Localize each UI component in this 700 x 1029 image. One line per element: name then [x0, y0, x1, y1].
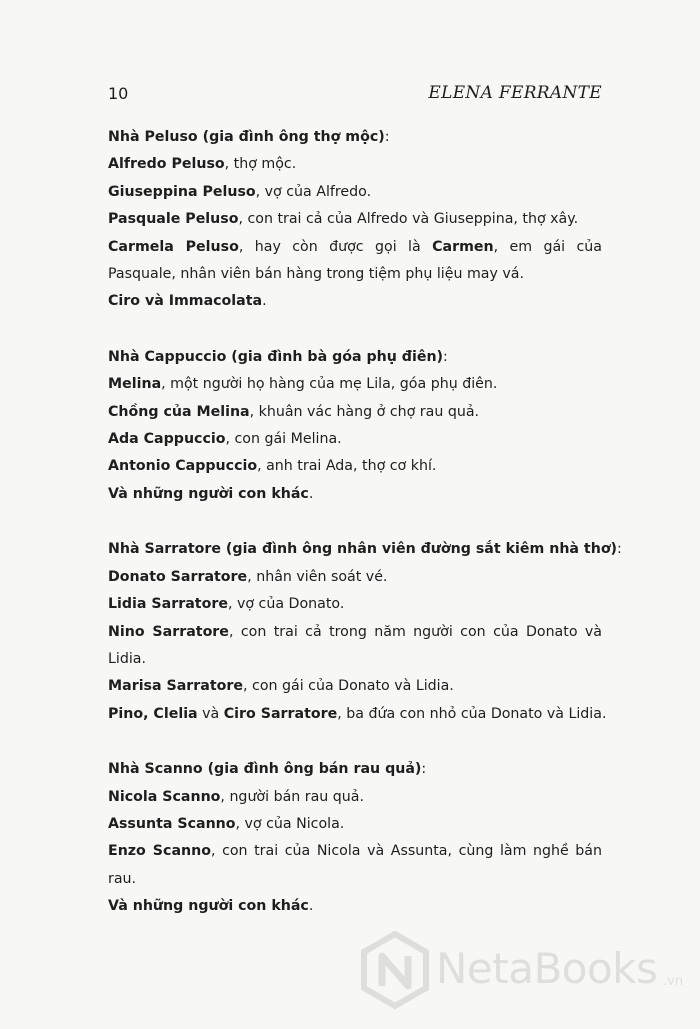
character-entry: Lidia Sarratore, vợ của Donato. — [108, 596, 345, 613]
character-entry: Ada Cappuccio, con gái Melina. — [108, 431, 342, 448]
character-entry: Antonio Cappuccio, anh trai Ada, thợ cơ khí. — [108, 458, 437, 475]
family-section-scanno — [108, 756, 602, 920]
character-entry: Enzo Scanno, con trai của Nicola và Assunta, cùng làm nghề bán rau. — [108, 843, 602, 887]
running-head-author: ELENA FERRANTE — [428, 83, 602, 103]
character-entry: Assunta Scanno, vợ của Nicola. — [108, 815, 345, 832]
character-entry: Giuseppina Peluso, vợ của Alfredo. — [108, 183, 372, 200]
character-entry: Pasquale Peluso, con trai cả của Alfredo và Giuseppina, thợ xây. — [108, 211, 579, 228]
character-entry: Carmela Peluso, hay còn được gọi là Carmen, em gái của Pasquale, nhân viên bán hàng trong tiệm phụ liệu may vá. — [108, 238, 602, 283]
family-section-peluso — [108, 124, 602, 316]
family-section-sarratore — [108, 536, 622, 728]
family-heading: Nhà Peluso (gia đình ông thợ mộc): — [108, 129, 390, 145]
watermark-brand: NetaBooks — [436, 944, 658, 993]
character-entry: Donato Sarratore, nhân viên soát vé. — [108, 568, 388, 585]
watermark — [360, 922, 690, 1022]
character-entry: Nicola Scanno, người bán rau quả. — [108, 788, 364, 805]
netabooks-logo-icon — [360, 930, 430, 1010]
watermark-suffix: .vn — [663, 974, 684, 989]
character-entry: Chồng của Melina, khuân vác hàng ở chợ rau quả. — [108, 403, 480, 420]
family-heading: Nhà Cappuccio (gia đình bà góa phụ điên): — [108, 348, 448, 365]
character-entry: Và những người con khác. — [108, 898, 314, 915]
character-list — [108, 124, 622, 949]
character-entry: Marisa Sarratore, con gái của Donato và Lidia. — [108, 678, 454, 695]
page-number: 10 — [108, 84, 129, 103]
page-header — [108, 84, 602, 108]
family-section-cappuccio — [108, 344, 602, 508]
character-entry: Và những người con khác. — [108, 485, 314, 502]
family-heading: Nhà Sarratore (gia đình ông nhân viên đường sắt kiêm nhà thơ): — [108, 541, 622, 558]
character-entry: Ciro và Immacolata. — [108, 293, 267, 310]
character-entry: Alfredo Peluso, thợ mộc. — [108, 156, 297, 173]
family-heading: Nhà Scanno (gia đình ông bán rau quả): — [108, 761, 427, 778]
character-entry: Pino, Clelia và Ciro Sarratore, ba đứa con nhỏ của Donato và Lidia. — [108, 705, 607, 722]
character-entry: Melina, một người họ hàng của mẹ Lila, góa phụ điên. — [108, 376, 498, 393]
character-entry: Nino Sarratore, con trai cả trong năm người con của Donato và Lidia. — [108, 623, 602, 667]
